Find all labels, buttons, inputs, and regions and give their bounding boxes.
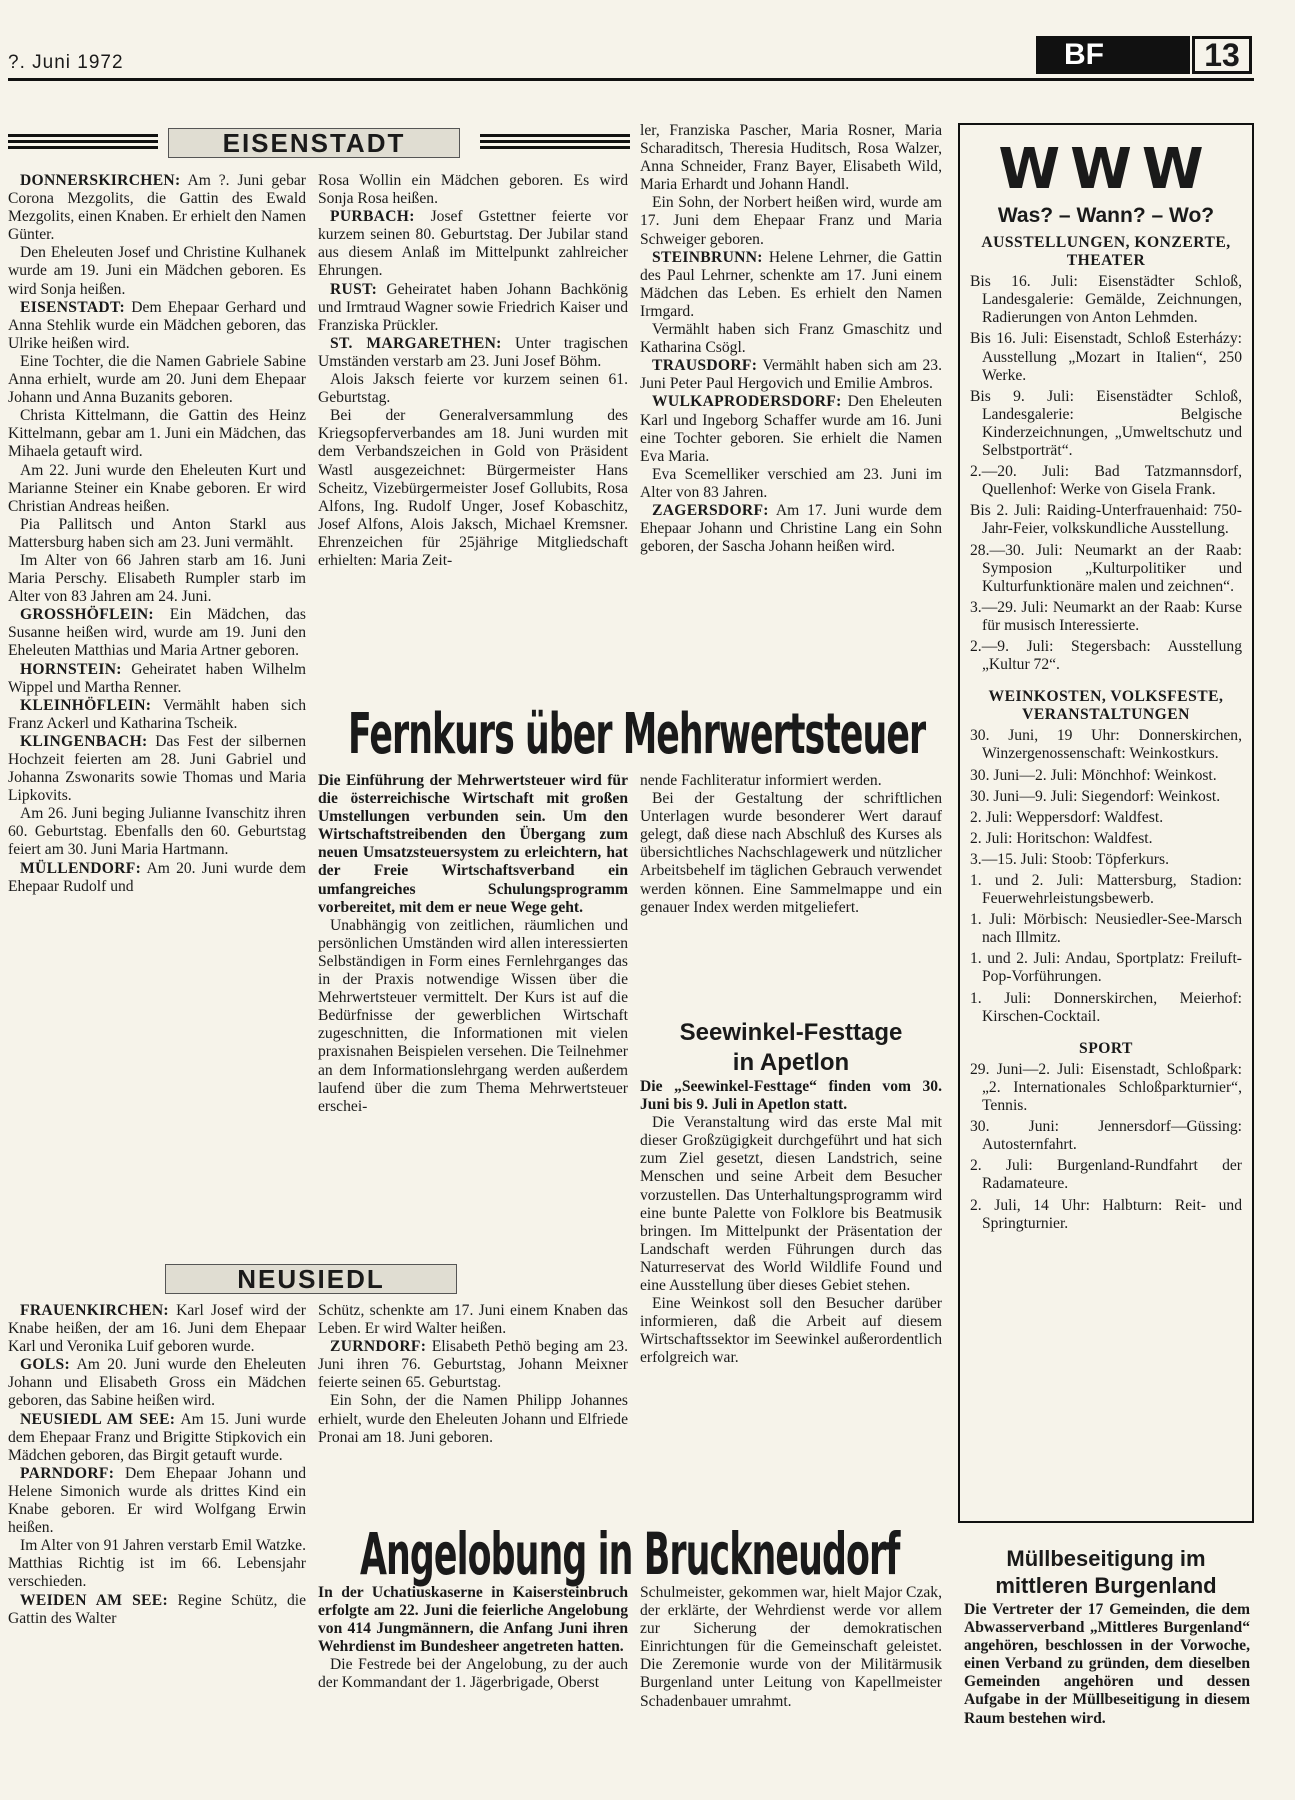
notice-paragraph <box>8 1537 306 1591</box>
event-entry: 3.—15. Juli: Stoob: Töpferkurs. <box>970 850 1169 868</box>
notice-text: Am ?. Juni gebar Corona Mezgolits, die Gattin des Ewald Mezgolits, einen Knaben. Er erhielt den Namen Günter. <box>8 172 306 244</box>
section-eisenstadt-bar <box>8 128 630 156</box>
notice-text: Am 22. Juni wurde den Eheleuten Kurt und Marianne Steiner ein Knabe geboren. Er wird Christian Andreas heißen. <box>8 461 306 515</box>
page-number: 13 <box>1192 36 1252 74</box>
notice-paragraph <box>8 462 306 516</box>
notice-paragraph <box>640 194 942 248</box>
notice-text: Am 26. Juni beging Julianne Ivanschitz ihren 60. Geburtstag. Ebenfalls den 60. Geburtstag feiert am 30. Juni Maria Hartmann. <box>8 805 306 859</box>
events-section-heading: SPORT <box>1079 1039 1133 1057</box>
event-entry: 28.—30. Juli: Neumarkt an der Raab: Symposion „Kulturpolitiker und Kulturfunktionäre malen und zeichnen“. <box>970 541 1242 595</box>
notice-text: Ein Mädchen, das Susanne heißen wird, wurde am 19. Juni den Eheleuten Matthias und Maria Artner geboren. <box>8 606 306 660</box>
notice-text: Ein Sohn, der Norbert heißen wird, wurde am 17. Juni dem Ehepaar Franz und Maria Schweiger geboren. <box>640 194 942 248</box>
fernkurs-body-1: Unabhängig von zeitlichen, räumlichen und persönlichen Umständen wird allen interessierten Selbständigen in Form eines Fernlehrganges das in der Praxis notwendige Wissen über die Mehrwertsteuer vermittelt. Der Kurs ist auf die Bedürfnisse der gewerblichen Wirtschaft zugeschnitten, die Informationen mit vielen praxisnahen Beispielen versehen. Die Teilnehmer an dem Informationslehrgang werden außerdem laufend über die zum Thema Mehrwertsteuer erschei- <box>318 916 628 1115</box>
notice-text: Unter tragischen Umständen verstarb am 23. Juni Josef Böhm. <box>318 334 628 370</box>
notice-text: Eva Scemelliker verschied am 23. Juni im Alter von 83 Jahren. <box>640 465 942 501</box>
notice-text: Schütz, schenkte am 17. Juni einem Knaben das Leben. Er wird Walter heißen. <box>318 1302 628 1338</box>
muell-headline <box>958 1545 1254 1599</box>
fernkurs-lead: Die Einführung der Mehrwertsteuer wird für die österreichische Wirtschaft mit großen Umstellungen verbunden sein. Um den Wirtschaftstreibenden den Übergang zum neuen Umsatzsteuersystem zu erleichtern, hat der Freie Wirtschaftsverband ein umfangreiches Schulungsprogramm vorbereitet, mit dem er neue Wege geht. <box>318 772 628 916</box>
notice-text: Vermählt haben sich Franz Ackerl und Katharina Tscheik. <box>8 696 306 732</box>
notice-place: NEUSIEDL AM SEE: <box>20 1410 176 1428</box>
angelobung-body-1: Die Festrede bei der Angelobung, zu der auch der Kommandant der 1. Jägerbrigade, Oberst <box>318 1656 628 1692</box>
angelobung-headline: Angelobung in Bruckneudorf <box>360 1520 900 1588</box>
fernkurs-body-2a: nende Fachliteratur informiert werden. <box>640 772 882 789</box>
notice-paragraph <box>8 1356 306 1410</box>
events-sidebar-subtitle: Was? – Wann? – Wo? <box>997 204 1215 227</box>
notice-paragraph <box>8 353 306 407</box>
event-entry: 2. Juli: Horitschon: Waldfest. <box>970 829 1153 847</box>
event-entry: 3.—29. Juli: Neumarkt an der Raab: Kurse für musisch Interessierte. <box>970 598 1242 634</box>
notice-place: ZURNDORF: <box>330 1338 427 1356</box>
muell-headline-line-1: Müllbeseitigung im <box>1006 1546 1206 1571</box>
section-neusiedl-bar <box>165 1264 455 1292</box>
event-entry: 30. Juni—2. Juli: Mönchhof: Weinkost. <box>970 766 1217 784</box>
notice-text: Den Eheleuten Josef und Christine Kulhanek wurde am 19. Juni ein Mädchen geboren. Es wird Sonja heißen. <box>8 244 306 298</box>
notice-text: Josef Gstettner feierte vor kurzem seinen 80. Geburtstag. Der Jubilar stand aus diesem Anlaß im Mittelpunkt zahlreicher Ehrungen. <box>318 208 628 280</box>
notice-place: KLINGENBACH: <box>20 732 148 750</box>
eisenstadt-column-1 <box>8 172 306 896</box>
angelobung-lead: In der Uchatiuskaserne in Kaisersteinbruch erfolgte am 22. Juni die feierliche Angelobung von 414 Jungmännern, die Anfang Juni ihren Wehrdienst im Bundesheer angetreten hatten. <box>318 1584 628 1656</box>
notice-paragraph <box>8 1411 306 1465</box>
event-entry: 30. Juni—9. Juli: Siegendorf: Weinkost. <box>970 787 1221 805</box>
muell-headline-line-2: mittleren Burgenland <box>995 1573 1217 1598</box>
notice-text: Elisabeth Pethö beging am 23. Juni ihren 76. Geburtstag, Johann Meixner feierte seinen 65. Geburtstag. <box>318 1338 629 1392</box>
notice-paragraph <box>640 122 942 194</box>
notice-place: MÜLLENDORF: <box>20 859 142 877</box>
notice-paragraph <box>8 1302 306 1356</box>
notice-paragraph <box>318 172 628 208</box>
notice-paragraph <box>8 805 306 859</box>
notice-place: ST. MARGARETHEN: <box>330 334 502 352</box>
event-entry: 1. Juli: Mörbisch: Neusiedler-See-Marsch nach Illmitz. <box>970 911 1242 947</box>
notice-text: Rosa Wollin ein Mädchen geboren. Es wird Sonja Rosa heißen. <box>318 172 628 208</box>
notice-place: RUST: <box>330 280 378 298</box>
notice-paragraph <box>318 1338 628 1392</box>
notice-place: PARNDORF: <box>20 1464 115 1482</box>
issue-date: ?. Juni 1972 <box>8 52 124 73</box>
notice-text: Am 15. Juni wurde dem Ehepaar Franz und Brigitte Stipkovich ein Mädchen geboren, das Birgit getauft wurde. <box>8 1410 307 1464</box>
event-entry: 1. und 2. Juli: Andau, Sportplatz: Freiluft-Pop-Vorführungen. <box>970 950 1242 986</box>
notice-paragraph <box>8 1465 306 1537</box>
notice-paragraph <box>8 552 306 606</box>
notice-text: Im Alter von 91 Jahren verstarb Emil Watzke. Matthias Richtig ist im 66. Lebensjahr verschieden. <box>8 1537 306 1591</box>
event-entry: 29. Juni—2. Juli: Eisenstadt, Schloßpark: „2. Internationales Schloßparkturnier“, Tennis. <box>970 1060 1242 1115</box>
notice-text: Karl Josef wird der Knabe heißen, der am 16. Juni dem Ehepaar Karl und Veronika Luif geboren wurde. <box>8 1302 306 1356</box>
notice-text: Im Alter von 66 Jahren starb am 16. Juni Maria Perschy. Elisabeth Rumpler starb im Alter von 83 Jahren am 24. Juni. <box>8 551 306 606</box>
notice-paragraph <box>318 335 628 371</box>
event-entry: Bis 2. Juli: Raiding-Unterfrauenhaid: 750-Jahr-Feier, volkskundliche Ausstellung. <box>970 502 1242 538</box>
notice-paragraph <box>318 1302 628 1338</box>
notice-place: HORNSTEIN: <box>20 660 122 678</box>
notice-paragraph <box>640 502 942 556</box>
notice-text: Ein Sohn, der die Namen Philipp Johannes erhielt, wurde den Eheleuten Johann und Elfriede Pronai am 18. Juni geboren. <box>318 1392 628 1446</box>
seewinkel-body-1: Die Veranstaltung wird das erste Mal mit dieser Großzügigkeit durchgeführt und hat sich zum Ziel gesetzt, diesen Landstrich, seine Menschen und seine Arbeit dem Besucher vorzustellen. Das Unterhaltungsprogramm wird eine bunte Palette von Folklore bis Beatmusik bringen. Im Mittelpunkt der Präsentation der Landschaft werden Führungen durch das Naturreservat des World Wildlife Found und eine Ausstellung über dieses Gebiet stehen. <box>640 1114 942 1295</box>
muell-column <box>964 1601 1250 1728</box>
event-entry: 2. Juli, 14 Uhr: Halbturn: Reit- und Springturnier. <box>970 1196 1242 1232</box>
eisenstadt-column-3 <box>640 122 942 556</box>
event-entry: 2. Juli: Burgenland-Rundfahrt der Radamateure. <box>970 1157 1242 1193</box>
event-entry: 2.—20. Juli: Bad Tatzmannsdorf, Quellenhof: Werke von Gisela Frank. <box>970 463 1242 499</box>
seewinkel-headline <box>640 1018 942 1078</box>
notice-text: Dem Ehepaar Johann und Helene Simonich wurde als drittes Kind ein Knabe geboren. Er wird Wolfgang Erwin heißen. <box>8 1464 306 1537</box>
notice-text: Alois Jaksch feierte vor kurzem seinen 61. Geburtstag. <box>318 371 628 407</box>
brand-bar <box>1036 36 1190 74</box>
seewinkel-lead: Die „Seewinkel-Festtage“ finden vom 30. Juni bis 9. Juli in Apetlon statt. <box>640 1078 942 1114</box>
fernkurs-column-2 <box>640 772 942 917</box>
notice-text: Regine Schütz, die Gattin des Walter <box>8 1591 306 1627</box>
angelobung-column-2 <box>640 1584 942 1711</box>
event-entry: 30. Juni, 19 Uhr: Donnerskirchen, Winzergenossenschaft: Weinkostkurs. <box>970 727 1242 763</box>
angelobung-body-2: Schulmeister, gekommen war, hielt Major Czak, der erklärte, der Wehrdienst werde vor allem zur Sicherung der demokratischen Einrichtungen für die Gemeinschaft geleistet. Die Zeremonie wurde von der Militärmusik Burgenland unter Leitung von Kapellmeister Schadenbauer umrahmt. <box>640 1584 942 1710</box>
notice-paragraph <box>8 860 306 896</box>
notice-text: Bei der Generalversammlung des Kriegsopferverbandes am 18. Juni wurden mit dem Verbandszeichen in Gold von Präsident Wastl ausgezeichnet: Bürgermeister Hans Scheitz, Vizebürgermeister Josef Gollubits, Rosa Alfons, Ing. Rudolf Unger, Josef Kobaschitz, Josef Alfons, Alois Jaksch, Michael Kremsner. Ehrenzeichen für 25jährige Mitgliedschaft erhielten: Maria Zeit- <box>318 407 628 569</box>
notice-place: KLEINHÖFLEIN: <box>20 696 152 714</box>
notice-text: Christa Kittelmann, die Gattin des Heinz Kittelmann, gebar am 1. Juni ein Mädchen, das Mihaela getauft wird. <box>8 407 306 461</box>
fernkurs-column-1 <box>318 772 628 1116</box>
notice-paragraph <box>8 661 306 697</box>
notice-paragraph <box>8 172 306 244</box>
angelobung-column-1 <box>318 1584 628 1693</box>
notice-place: DONNERSKIRCHEN: <box>20 172 181 189</box>
notice-place: TRAUSDORF: <box>652 357 758 375</box>
notice-text: Geheiratet haben Wilhelm Wippel und Martha Renner. <box>8 660 306 696</box>
notice-paragraph <box>8 1592 306 1628</box>
notice-paragraph <box>318 371 628 407</box>
notice-text: Eine Tochter, die die Namen Gabriele Sabine Anna erhielt, wurde am 20. Juni dem Ehepaar Johann und Anna Buzanits geboren. <box>8 352 306 407</box>
notice-text: Helene Lehrner, die Gattin des Paul Lehrner, schenkte am 17. Juni einem Mädchen das Leben. Es erhielt den Namen Irmgard. <box>640 248 942 320</box>
notice-place: WULKAPRODERSDORF: <box>652 393 842 411</box>
notice-paragraph <box>318 1392 628 1446</box>
notice-paragraph <box>640 249 942 321</box>
notice-paragraph <box>318 407 628 570</box>
notice-place: ZAGERSDORF: <box>652 501 769 519</box>
notice-text: Am 20. Juni wurde den Eheleuten Johann und Elisabeth Gross ein Mädchen geboren, das Sabine heißen wird. <box>8 1356 306 1410</box>
seewinkel-headline-line-1: Seewinkel-Festtage <box>679 1019 903 1046</box>
event-entry: Bis 16. Juli: Eisenstädter Schloß, Landesgalerie: Gemälde, Zeichnungen, Radierungen von Anton Lehmden. <box>970 273 1242 327</box>
event-entry: 30. Juni: Jennersdorf—Güssing: Autosternfahrt. <box>970 1118 1242 1154</box>
notice-place: PURBACH: <box>330 208 415 226</box>
event-entry: 1. und 2. Juli: Mattersburg, Stadion: Feuerwehrleistungsbewerb. <box>970 872 1242 908</box>
notice-paragraph <box>8 733 306 805</box>
notice-paragraph <box>8 299 306 353</box>
notice-text: Am 20. Juni wurde dem Ehepaar Rudolf und <box>8 859 306 895</box>
muell-lead: Die Vertreter der 17 Gemeinden, die dem Abwasserverband „Mittleres Burgenland“ angehören, beschlossen in der Vorwoche, einen Verband zu gründen, dem dieselben Gemeinden angehören und dessen Aufgabe in der Müllbeseitigung in diesem Raum bestehen wird. <box>964 1601 1250 1727</box>
section-neusiedl-title: NEUSIEDL <box>165 1264 457 1294</box>
notice-paragraph <box>318 281 628 335</box>
notice-place: EISENSTADT: <box>20 298 125 316</box>
notice-paragraph <box>8 606 306 660</box>
notice-place: GROSSHÖFLEIN: <box>20 606 154 624</box>
event-entry: 2. Juli: Weppersdorf: Waldfest. <box>970 808 1164 826</box>
neusiedl-column-1 <box>8 1302 306 1628</box>
events-sidebar-list <box>970 234 1242 1233</box>
notice-text: Dem Ehepaar Gerhard und Anna Stehlik wurde ein Mädchen geboren, das Ulrike heißen wird. <box>8 298 306 352</box>
notice-place: WEIDEN AM SEE: <box>20 1591 168 1609</box>
seewinkel-column <box>640 1078 942 1368</box>
notice-text: Geheiratet haben Johann Bachkönig und Irmtraud Wagner sowie Friedrich Kaiser und Franziska Prückler. <box>318 280 628 334</box>
notice-paragraph <box>640 357 942 393</box>
notice-paragraph <box>8 697 306 733</box>
brand-label: BF <box>1064 38 1104 71</box>
notice-paragraph <box>8 407 306 461</box>
notice-paragraph <box>8 244 306 298</box>
event-entry: Bis 9. Juli: Eisenstädter Schloß, Landesgalerie: Belgische Kinderzeichnungen, „Umweltschutz und Selbstporträt“. <box>970 387 1242 460</box>
fernkurs-body-2b: Bei der Gestaltung der schriftlichen Unterlagen wurde besonderer Wert darauf gelegt, daß diese nach Abschluß des Kurses als übersichtliches Nachschlagewerk und nützlicher Arbeitsbehelf im täglichen Gebrauch verwendet werden können. Eine Sammelmappe und ein genauer Index werden mitgeliefert. <box>640 790 942 916</box>
notice-paragraph <box>640 393 942 465</box>
notice-paragraph <box>640 321 942 357</box>
section-eisenstadt-title: EISENSTADT <box>168 128 460 158</box>
event-entry: 2.—9. Juli: Stegersbach: Ausstellung „Kultur 72“. <box>970 637 1242 674</box>
fernkurs-headline: Fernkurs über Mehrwertsteuer <box>348 702 926 767</box>
notice-text: Vermählt haben sich am 23. Juni Peter Paul Hergovich und Emilie Ambros. <box>640 357 942 393</box>
notice-paragraph <box>640 466 942 502</box>
event-entry: Bis 16. Juli: Eisenstadt, Schloß Esterházy: Ausstellung „Mozart in Italien“, 250 Werke. <box>970 330 1242 384</box>
notice-place: STEINBRUNN: <box>652 248 763 266</box>
eisenstadt-column-2 <box>318 172 628 570</box>
events-sidebar-title: WWW <box>998 137 1214 202</box>
masthead-rule <box>8 78 1254 81</box>
notice-place: GOLS: <box>20 1356 71 1374</box>
notice-place: FRAUENKIRCHEN: <box>20 1302 169 1319</box>
notice-text: Den Eheleuten Karl und Ingeborg Schaffer wurde am 16. Juni eine Tochter geboren. Sie erhielt die Namen Eva Maria. <box>640 393 942 465</box>
notice-text: Das Fest der silbernen Hochzeit feierten am 28. Juni Gabriel und Johanna Zswonarits sowie Thomas und Maria Lipkovits. <box>8 732 306 805</box>
notice-text: Am 17. Juni wurde dem Ehepaar Johann und Christine Lang ein Sohn geboren, der Sascha Johann heißen wird. <box>640 501 942 556</box>
notice-paragraph <box>318 208 628 280</box>
event-entry: 1. Juli: Donnerskirchen, Meierhof: Kirschen-Cocktail. <box>970 989 1242 1025</box>
seewinkel-headline-line-2: in Apetlon <box>732 1049 850 1076</box>
notice-text: Pia Pallitsch und Anton Starkl aus Mattersburg haben sich am 23. Juni vermählt. <box>8 515 306 551</box>
events-section-heading: WEINKOSTEN, VOLKSFESTE, VERANSTALTUNGEN <box>988 688 1224 724</box>
notice-text: Vermählt haben sich Franz Gmaschitz und Katharina Csögl. <box>640 321 942 357</box>
neusiedl-column-2 <box>318 1302 628 1447</box>
seewinkel-body-2: Eine Weinkost soll den Besucher darüber informieren, daß die Arbeit auf diesem Wirtschaftssektor im Seewinkel außerordentlich erfolgreich war. <box>640 1295 942 1367</box>
notice-paragraph <box>8 516 306 552</box>
notice-text: ler, Franziska Pascher, Maria Rosner, Maria Scharaditsch, Theresia Huditsch, Rosa Walzer, Anna Schneider, Franz Bayer, Elisabeth Wild, Maria Erhardt und Johann Handl. <box>640 122 942 194</box>
events-section-heading: AUSSTELLUNGEN, KONZERTE, THEATER <box>981 234 1231 270</box>
